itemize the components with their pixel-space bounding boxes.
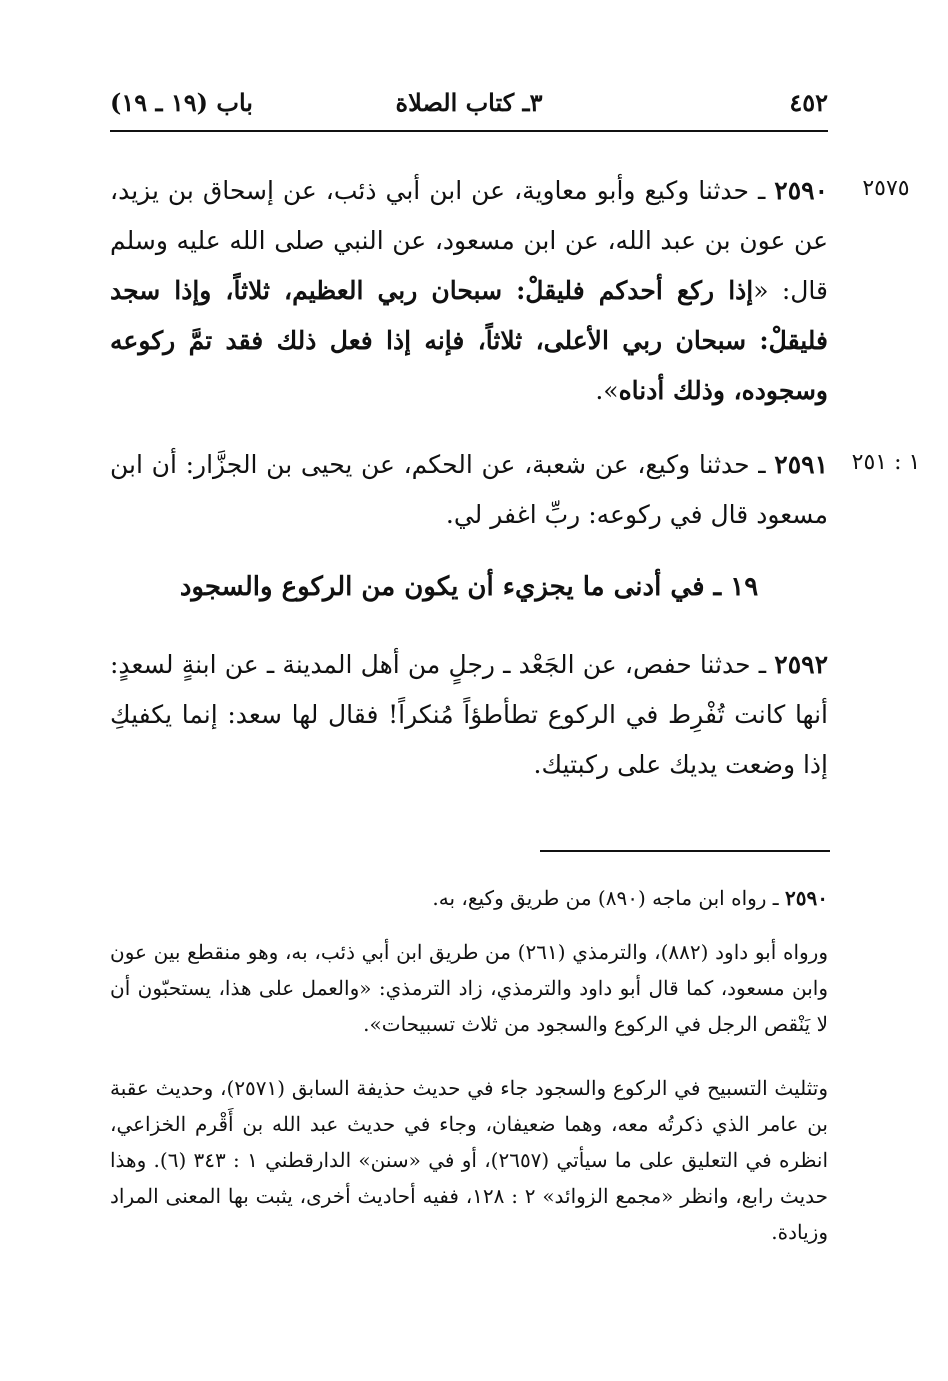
hadith-quote: إذا ركع أحدكم فليقلْ: سبحان ربي العظيم، ثلاثاً، وإذا سجد فليقلْ: سبحان ربي الأعلى، ثلاثاً، فإنه إذا فعل ذلك فقد تمَّ ركوعه وسجوده، وذلك أدناه (110, 276, 828, 405)
footnote-2: ورواه أبو داود (٨٨٢)، والترمذي (٢٦١) من طريق ابن أبي ذئب، به، وهو منقطع بين عون وابن مسعود، كما قال أبو داود والترمذي، زاد الترمذي: «والعمل على هذا، يستحبّون أن لا يَنْقص الرجل في الركوع والسجود من ثلاث تسبيحات». (110, 940, 829, 1036)
footnote-number: ٢٥٩٠ (785, 886, 828, 910)
book-title: ٣ـ كتاب الصلاة (395, 88, 543, 117)
hadith-text: ـ حدثنا حفص، عن الجَعْد ـ رجلٍ من أهل المدينة ـ عن ابنةٍ لسعدٍ: أنها كانت تُفْرِط في الركوع تطأطؤاً مُنكراً! فقال لها سعد: إنما يكفيكِ إذا وضعت يديك على ركبتيك. (110, 650, 828, 779)
hadith-text: ـ حدثنا وكيع، عن شعبة، عن الحكم، عن يحيى بن الجزَّار: أن ابن مسعود قال في ركوعه: ربِّ اغفر لي. (110, 450, 828, 529)
hadith-number: ٢٥٩١ (774, 450, 828, 479)
hadith-text: ـ حدثنا وكيع وأبو معاوية، عن ابن أبي ذئب، عن إسحاق بن يزيد، عن عون بن عبد الله، عن ابن مسعود، عن النبي صلى الله عليه وسلم قال: « (110, 176, 828, 305)
hadith-number: ٢٥٩٠ (774, 176, 828, 205)
hadith-2591 (110, 440, 828, 540)
section-heading: ١٩ ـ في أدنى ما يجزيء أن يكون من الركوع والسجود (179, 572, 759, 602)
header-divider (110, 130, 828, 132)
margin-ref-2: ١ : ٢٥١ (851, 450, 921, 475)
footnote-divider (540, 850, 830, 852)
page-header (110, 88, 828, 124)
hadith-2590 (110, 166, 828, 416)
hadith-2592 (110, 640, 828, 790)
hadith-number: ٢٥٩٢ (774, 650, 828, 679)
chapter-range: باب (١٩ ـ ١٩) (110, 88, 253, 117)
hadith-text-end: ». (595, 376, 619, 405)
footnote-text: ـ رواه ابن ماجه (٨٩٠) من طريق وكيع، به. (432, 886, 786, 910)
footnote-3: وتثليث التسبيح في الركوع والسجود جاء في حديث حذيفة السابق (٢٥٧١)، وحديث عقبة بن عامر الذي ذكرتُه معه، وهما ضعيفان، وجاء في حديث عبد الله بن أَقْرم الخزاعي، انظره في التعليق على ما سيأتي (٢٦٥٧)، أو في «سنن» الدارقطني ١ : ٣٤٣ (٦). وهذا حديث رابع، وانظر «مجمع الزوائد» ٢ : ١٢٨، ففيه أحاديث أخرى، يثبت بها المعنى المراد وزيادة. (110, 1076, 828, 1244)
footnote-1 (110, 880, 828, 916)
page-number: ٤٥٢ (789, 88, 828, 117)
margin-ref-1: ٢٥٧٥ (862, 176, 910, 201)
